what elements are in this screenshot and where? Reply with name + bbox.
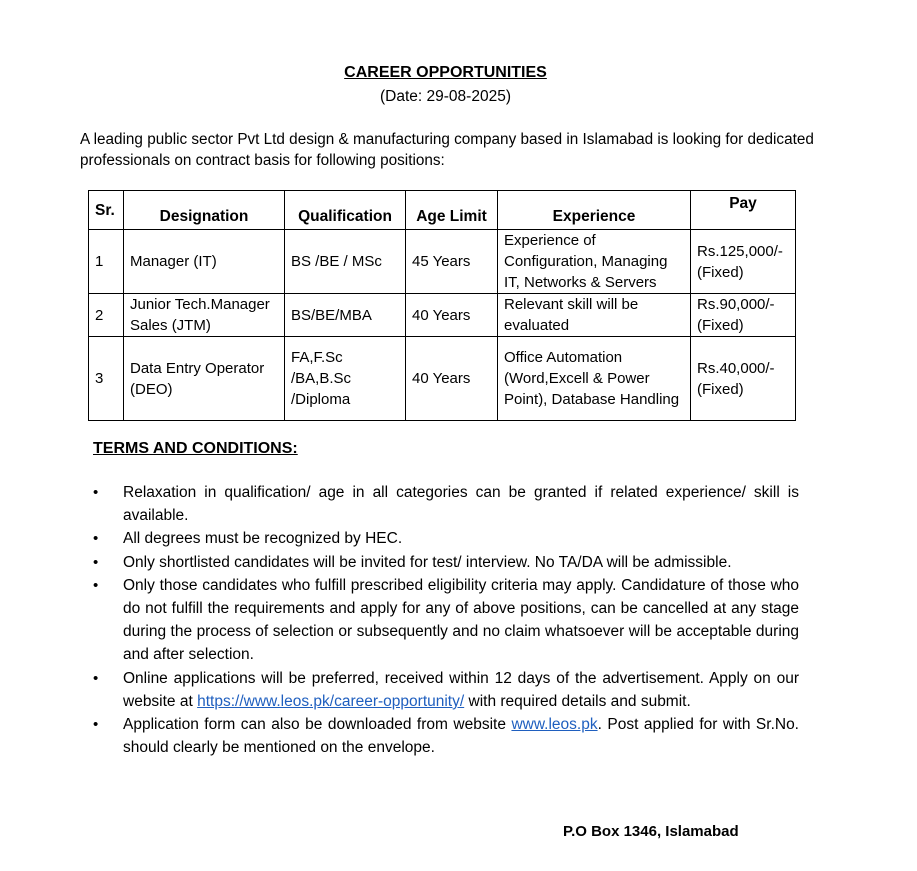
cell-pay: [691, 294, 796, 337]
intro-paragraph: A leading public sector Pvt Ltd design & manufacturing company based in Islamabad is looking for dedicated professionals on contract basis for following positions:: [80, 131, 814, 169]
page-title: CAREER OPPORTUNITIES: [344, 64, 547, 81]
cell-designation: Data Entry Operator (DEO): [124, 337, 285, 421]
list-item: [93, 713, 799, 759]
bullet-icon: •: [93, 576, 99, 594]
term-text: Online applications will be preferred, received within 12 days of the advertisement. Apply on our website at: [123, 669, 799, 710]
cell-experience: Office Automation (Word,Excell & Power Point), Database Handling: [498, 337, 691, 421]
cell-designation: Manager (IT): [124, 230, 285, 294]
positions-table: [88, 190, 796, 421]
terms-list: [93, 481, 799, 759]
cell-pay: [691, 337, 796, 421]
list-item: [93, 574, 799, 667]
cell-sr: 2: [89, 294, 124, 337]
header-qualification: Qualification: [285, 191, 406, 230]
bullet-icon: •: [93, 716, 99, 734]
cell-experience: Relevant skill will be evaluated: [498, 294, 691, 337]
list-item: [93, 527, 799, 550]
website-link[interactable]: www.leos.pk: [511, 716, 598, 734]
term-text: Only those candidates who fulfill prescribed eligibility criteria may apply. Candidature of those who do not fulfill the requirements and apply for any of above positions, can be cancelled at any stage during the process of selection or subsequently and no claim whatsoever will be acceptable during and after selection.: [123, 576, 799, 664]
bullet-icon: •: [93, 553, 99, 571]
bullet-icon: •: [93, 484, 99, 501]
term-text: Only shortlisted candidates will be invited for test/ interview. No TA/DA will be admissible.: [123, 553, 732, 571]
pay-amount: Rs.40,000/-: [697, 359, 775, 377]
bullet-icon: •: [93, 669, 99, 687]
header-pay: Pay: [691, 191, 796, 230]
term-text: with required details and submit.: [464, 692, 691, 710]
term-text: . Post applied for with Sr.No. should clearly be mentioned on the envelope.: [123, 716, 799, 757]
header-designation: Designation: [124, 191, 285, 230]
term-text: Application form can also be downloaded from website: [123, 716, 512, 734]
pay-note: (Fixed): [697, 380, 744, 398]
cell-age-limit: 40 Years: [406, 337, 498, 421]
pay-note: (Fixed): [697, 263, 744, 281]
cell-experience: Experience of Configuration, Managing IT, Networks & Servers: [498, 230, 691, 294]
table-row: [89, 294, 796, 337]
pay-amount: Rs.125,000/-: [697, 242, 783, 260]
pay-note: (Fixed): [697, 317, 744, 334]
career-page-link[interactable]: https://www.leos.pk/career-opportunity/: [197, 692, 465, 710]
cell-qualification: FA,F.Sc /BA,B.Sc /Diploma: [285, 337, 406, 421]
cell-age-limit: 45 Years: [406, 230, 498, 294]
list-item: [93, 667, 799, 713]
cell-age-limit: 40 Years: [406, 294, 498, 337]
table-row: [89, 230, 796, 294]
terms-heading: TERMS AND CONDITIONS:: [93, 440, 298, 457]
header-age-limit: Age Limit: [406, 191, 498, 230]
po-box-address: P.O Box 1346, Islamabad: [563, 823, 739, 840]
advert-date: (Date: 29-08-2025): [380, 88, 511, 105]
term-text: Relaxation in qualification/ age in all categories can be granted if related experience/ skill is available.: [123, 484, 799, 525]
cell-sr: 1: [89, 230, 124, 294]
header-experience: Experience: [498, 191, 691, 230]
table-row: [89, 337, 796, 421]
list-item: [93, 551, 799, 574]
pay-amount: Rs.90,000/-: [697, 296, 775, 313]
cell-sr: 3: [89, 337, 124, 421]
header-sr: Sr.: [89, 191, 124, 230]
table-header-row: [89, 191, 796, 230]
cell-pay: [691, 230, 796, 294]
cell-qualification: BS /BE / MSc: [285, 230, 406, 294]
cell-designation: Junior Tech.Manager Sales (JTM): [124, 294, 285, 337]
cell-qualification: BS/BE/MBA: [285, 294, 406, 337]
bullet-icon: •: [93, 530, 99, 548]
term-text: All degrees must be recognized by HEC.: [123, 530, 403, 548]
list-item: [93, 481, 799, 527]
